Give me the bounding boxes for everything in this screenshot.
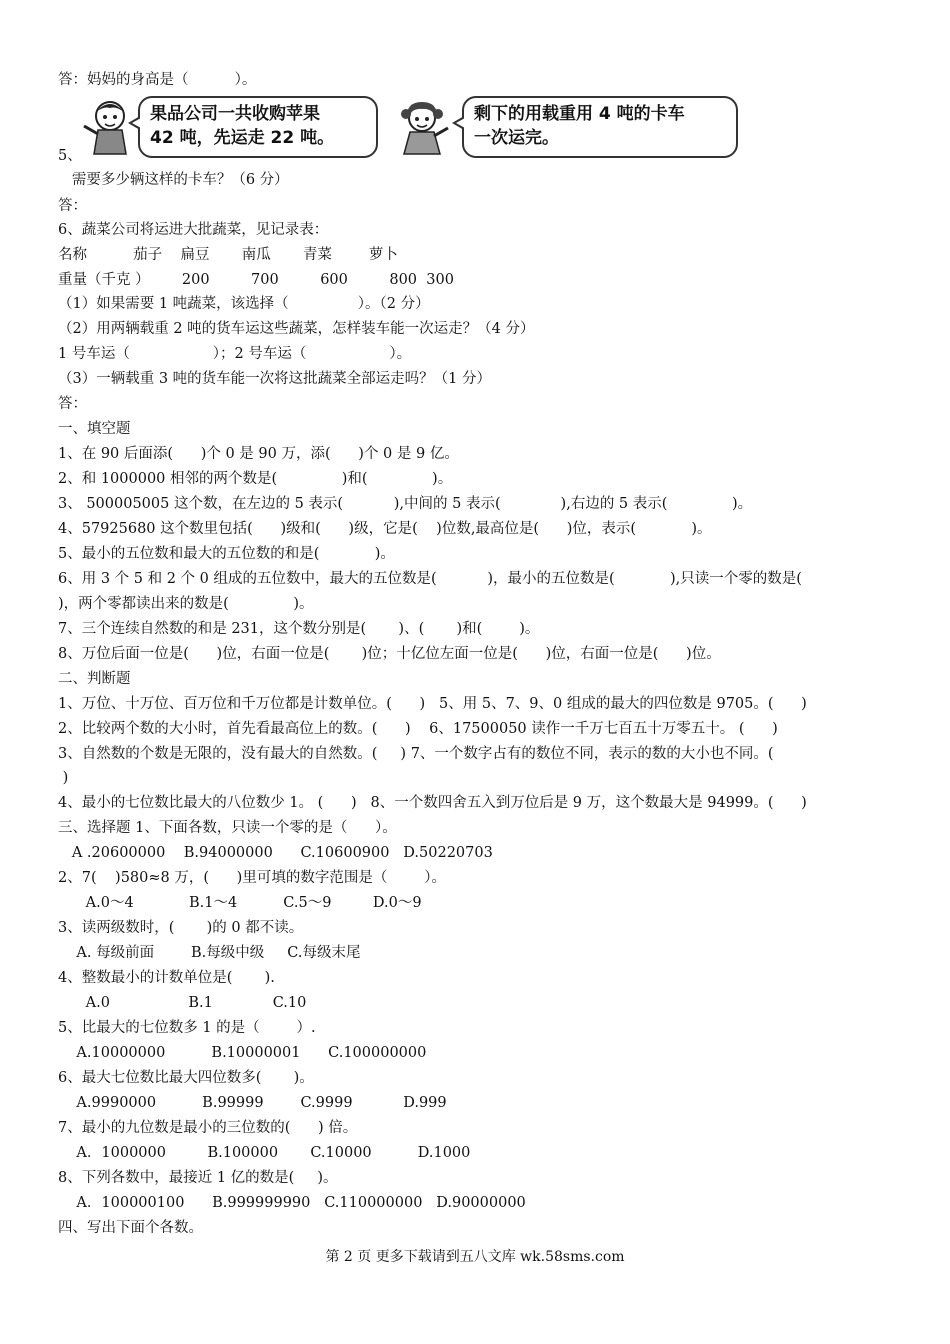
text-line-l41: 7、最小的九位数是最小的三位数的( ) 倍。: [58, 1120, 358, 1136]
text-line-l21: 7、三个连续自然数的和是 231，这个数分别是( )、( )和( )。: [58, 621, 540, 637]
bubble-left-line1: 果品公司一共收购苹果: [150, 104, 320, 124]
text-line-l19: 6、用 3 个 5 和 2 个 0 组成的五位数中，最大的五位数是( )，最小的五位数是( ),只读一个零的数是(: [58, 571, 802, 587]
speech-bubble-row: [58, 96, 758, 160]
text-line-l42: A．1000000 B.100000 C.10000 D.1000: [58, 1145, 471, 1161]
text-line-l17: 4、57925680 这个数里包括( )级和( )级，它是( )位数,最高位是( )位，表示( )。: [58, 521, 712, 537]
speech-bubble-left: [138, 96, 378, 158]
text-line-l07: 重量（千克 ） 200 700 600 800 300: [58, 272, 454, 288]
text-line-l25: 2、比较两个数的大小时，首先看最高位上的数。( ) 6、17500050 读作一千万七百五十万零五十。 ( ): [58, 721, 778, 737]
text-line-l32: A.0～4 B.1～4 C.5～9 D.0～9: [58, 895, 422, 911]
text-line-l33: 3、读两级数时，( )的 0 都不读。: [58, 920, 304, 936]
text-line-l02: 5、: [58, 148, 82, 164]
text-line-l12: 答：: [58, 396, 87, 412]
page-footer: 第 2 页 更多下载请到五八文库 wk.58sms.com: [325, 1249, 625, 1265]
text-line-l10: 1 号车运（ ）；2 号车运（ ）。: [58, 346, 412, 362]
text-line-l18: 5、最小的五位数和最大的五位数的和是( )。: [58, 546, 395, 562]
text-line-l23: 二、判断题: [58, 671, 131, 687]
text-line-l43: 8、下列各数中，最接近 1 亿的数是( )。: [58, 1170, 338, 1186]
text-line-l39: 6、最大七位数比最大四位数多( )。: [58, 1070, 314, 1086]
speech-bubble-right: [462, 96, 738, 158]
text-line-l20: )，两个零都读出来的数是( )。: [58, 596, 314, 612]
text-line-l09: （2）用两辆载重 2 吨的货车运这些蔬菜，怎样装车能一次运走？（4 分）: [58, 321, 535, 337]
text-line-l34: A. 每级前面 B.每级中级 C.每级末尾: [58, 945, 361, 961]
text-line-l31: 2、7( )580≈8 万，( )里可填的数字范围是（ ）。: [58, 870, 446, 886]
text-line-l37: 5、比最大的七位数多 1 的是（ ）.: [58, 1020, 316, 1036]
text-line-l05: 6、蔬菜公司将运进大批蔬菜，见记录表：: [58, 222, 329, 238]
text-line-l03: 需要多少辆这样的卡车？（6 分）: [58, 172, 289, 188]
text-line-l01: 答：妈妈的身高是（ ）。: [58, 72, 257, 88]
text-line-l15: 2、和 1000000 相邻的两个数是( )和( )。: [58, 471, 453, 487]
bubble-left-line2: 42 吨，先运走 22 吨。: [150, 128, 335, 148]
text-line-l08: （1）如果需要 1 吨蔬菜，该选择（ ）。（2 分）: [58, 296, 430, 312]
text-line-l11: （3）一辆载重 3 吨的货车能一次将这批蔬菜全部运走吗？（1 分）: [58, 371, 492, 387]
text-line-l38: A.10000000 B.10000001 C.100000000: [58, 1045, 427, 1061]
text-line-l27: ): [58, 770, 69, 786]
text-line-l29: 三、选择题 1、下面各数，只读一个零的是（ ）。: [58, 820, 397, 836]
text-line-l06: 名称 茄子 扁豆 南瓜 青菜 萝卜: [58, 247, 398, 263]
text-line-l26: 3、自然数的个数是无限的，没有最大的自然数。( ) 7、一个数字占有的数位不同，表示的数的大小也不同。(: [58, 746, 774, 762]
text-line-l36: A.0 B.1 C.10: [58, 995, 307, 1011]
text-line-l40: A.9990000 B.99999 C.9999 D.999: [58, 1095, 447, 1111]
text-line-l24: 1、万位、十万位、百万位和千万位都是计数单位。( ) 5、用 5、7、9、0 组成的最大的四位数是 9705。( ): [58, 696, 807, 712]
text-line-l04: 答：: [58, 198, 87, 214]
text-line-l35: 4、整数最小的计数单位是( ).: [58, 970, 275, 986]
text-line-l44: A．100000100 B.999999990 C.110000000 D.90000000: [58, 1195, 526, 1211]
text-line-l16: 3、 500005005 这个数，在左边的 5 表示( ),中间的 5 表示( ),右边的 5 表示( )。: [58, 496, 753, 512]
text-line-l13: 一、填空题: [58, 421, 131, 437]
bubble-right-line2: 一次运完。: [474, 128, 559, 148]
bubble-right-line1: 剩下的用载重用 4 吨的卡车: [474, 104, 685, 124]
text-line-l28: 4、最小的七位数比最大的八位数少 1。 ( ) 8、一个数四舍五入到万位后是 9 万，这个数最大是 94999。( ): [58, 795, 807, 811]
text-line-l14: 1、在 90 后面添( )个 0 是 90 万，添( )个 0 是 9 亿。: [58, 446, 459, 462]
girl-cartoon-icon: [394, 98, 450, 156]
text-line-l30: A .20600000 B.94000000 C.10600900 D.50220703: [58, 845, 493, 861]
text-line-l22: 8、万位后面一位是( )位，右面一位是( )位；十亿位左面一位是( )位，右面一位是( )位。: [58, 646, 721, 662]
text-line-l45: 四、写出下面个各数。: [58, 1220, 203, 1236]
